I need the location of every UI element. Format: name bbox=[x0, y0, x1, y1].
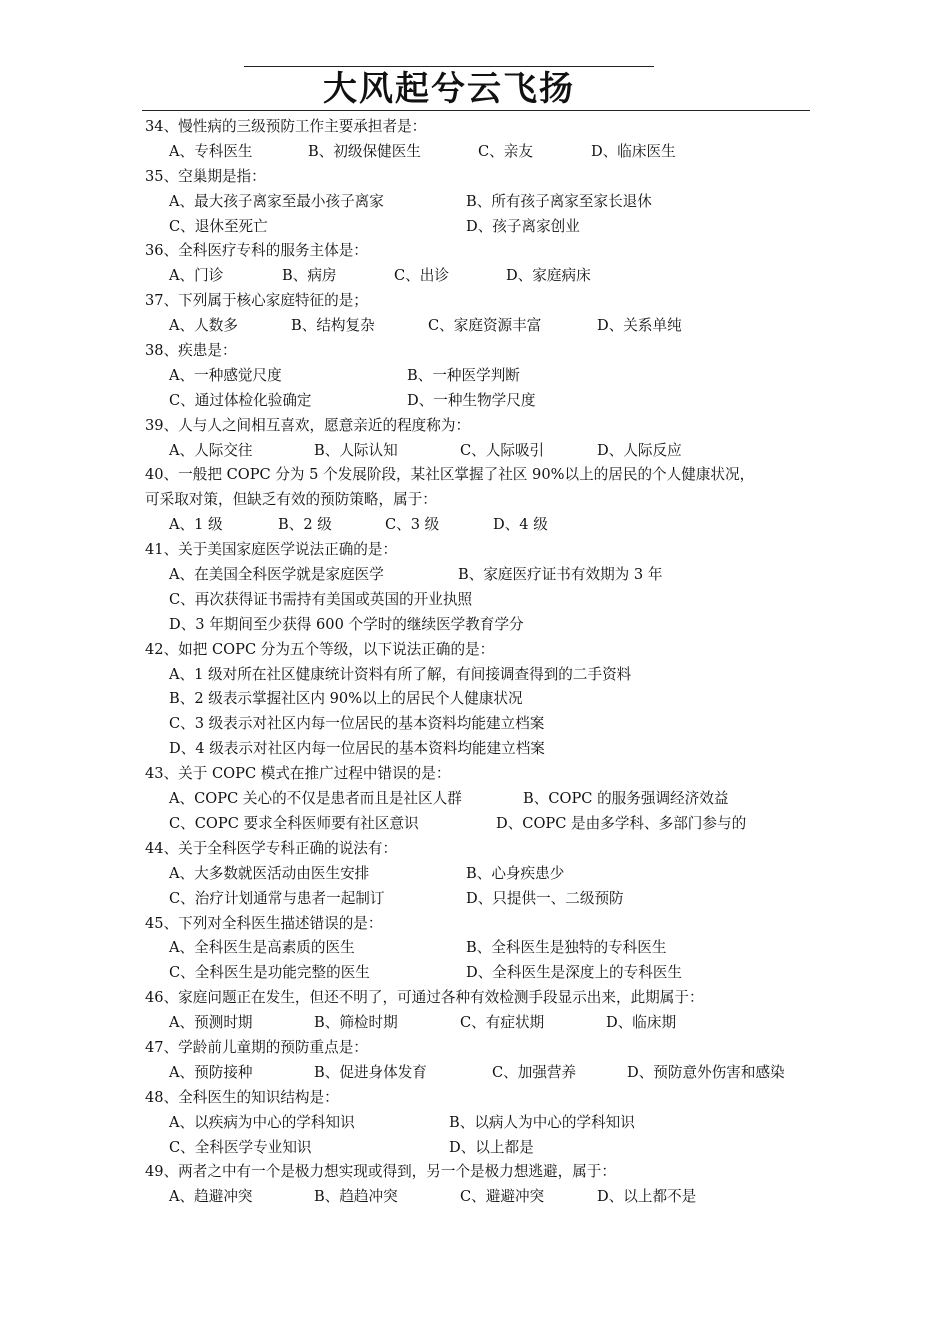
question-37-stem: 37、下列属于核心家庭特征的是； bbox=[145, 292, 368, 310]
question-45-option-c: C、全科医生是功能完整的医生 bbox=[169, 964, 370, 982]
question-48-stem: 48、全科医生的知识结构是： bbox=[145, 1088, 339, 1106]
header-bottom-rule bbox=[142, 110, 810, 111]
question-35-options-row bbox=[145, 215, 813, 240]
question-41-option-a: A、在美国全科医学就是家庭医学 bbox=[169, 566, 384, 584]
question-34-option-a: A、专科医生 bbox=[169, 142, 253, 160]
question-39-option-a: A、人际交往 bbox=[169, 441, 253, 459]
question-38-stem: 38、疾患是： bbox=[145, 342, 237, 360]
question-36-option-d: D、家庭病床 bbox=[506, 267, 591, 285]
question-42-options-row bbox=[145, 687, 813, 712]
question-43-stem: 43、关于 COPC 模式在推广过程中错误的是： bbox=[145, 765, 451, 783]
question-44-option-c: C、治疗计划通常与患者一起制订 bbox=[169, 889, 385, 907]
question-46-option-c: C、有症状期 bbox=[460, 1014, 545, 1032]
question-40-option-a: A、1 级 bbox=[169, 516, 223, 534]
question-36-option-b: B、病房 bbox=[282, 267, 337, 285]
question-41-options-row bbox=[145, 613, 813, 638]
question-42-options-row bbox=[145, 737, 813, 762]
question-39-option-b: B、人际认知 bbox=[314, 441, 398, 459]
question-37-options-row bbox=[145, 314, 813, 339]
question-43-options-row bbox=[145, 787, 813, 812]
question-37-option-d: D、关系单纯 bbox=[597, 317, 682, 335]
question-43-options-row bbox=[145, 812, 813, 837]
question-40-stem: 40、一般把 COPC 分为 5 个发展阶段，某社区掌握了社区 90%以上的居民的个人健康状况， bbox=[145, 466, 755, 484]
question-39-options-row bbox=[145, 439, 813, 464]
question-38-options-row bbox=[145, 364, 813, 389]
question-44-option-a: A、大多数就医活动由医生安排 bbox=[169, 864, 370, 882]
question-38-option-c: C、通过体检化验确定 bbox=[169, 391, 312, 409]
question-35-options-row bbox=[145, 190, 813, 215]
question-34-option-b: B、初级保健医生 bbox=[308, 142, 421, 160]
question-45-option-b: B、全科医生是独特的专科医生 bbox=[466, 939, 667, 957]
question-48-option-a: A、以疾病为中心的学科知识 bbox=[169, 1113, 355, 1131]
question-43-option-b: B、COPC 的服务强调经济效益 bbox=[523, 790, 729, 808]
question-44-options-row bbox=[145, 887, 813, 912]
question-42-stem: 42、如把 COPC 分为五个等级，以下说法正确的是： bbox=[145, 640, 495, 658]
question-40-option-c: C、3 级 bbox=[385, 516, 440, 534]
question-37-option-b: B、结构复杂 bbox=[291, 317, 375, 335]
question-39-stem: 39、人与人之间相互喜欢，愿意亲近的程度称为： bbox=[145, 416, 471, 434]
question-35-option-d: D、孩子离家创业 bbox=[466, 217, 580, 235]
question-35-option-b: B、所有孩子离家至家长退休 bbox=[466, 192, 652, 210]
question-45-options-row bbox=[145, 961, 813, 986]
question-40-stem: 可采取对策，但缺乏有效的预防策略，属于： bbox=[145, 491, 437, 509]
question-38-options-row bbox=[145, 389, 813, 414]
question-41-options-row bbox=[145, 563, 813, 588]
question-41-stem: 41、关于美国家庭医学说法正确的是： bbox=[145, 541, 398, 559]
question-49-options-row bbox=[145, 1185, 813, 1210]
question-45-option-a: A、全科医生是高素质的医生 bbox=[169, 939, 355, 957]
question-49-option-b: B、趋趋冲突 bbox=[314, 1188, 398, 1206]
question-39-option-c: C、人际吸引 bbox=[460, 441, 545, 459]
question-42-options-row bbox=[145, 712, 813, 737]
header-title: 大风起兮云飞扬 bbox=[323, 69, 575, 109]
question-list bbox=[145, 115, 813, 1210]
question-34-options-row bbox=[145, 140, 813, 165]
question-34-stem: 34、慢性病的三级预防工作主要承担者是： bbox=[145, 118, 427, 135]
question-44-option-d: D、只提供一、二级预防 bbox=[466, 889, 624, 907]
question-47-options-row bbox=[145, 1061, 813, 1086]
question-35-option-a: A、最大孩子离家至最小孩子离家 bbox=[169, 192, 384, 210]
question-48-option-b: B、以病人为中心的学科知识 bbox=[449, 1113, 635, 1131]
question-42-option-c: C、3 级表示对社区内每一位居民的基本资料均能建立档案 bbox=[169, 715, 545, 733]
question-46-options-row bbox=[145, 1011, 813, 1036]
question-41-option-b: B、家庭医疗证书有效期为 3 年 bbox=[458, 566, 663, 584]
question-35-option-c: C、退休至死亡 bbox=[169, 217, 268, 235]
question-49-stem: 49、两者之中有一个是极力想实现或得到，另一个是极力想逃避，属于： bbox=[145, 1163, 616, 1181]
question-46-option-b: B、筛检时期 bbox=[314, 1014, 398, 1032]
question-41-option-d: D、3 年期间至少获得 600 个学时的继续医学教育学分 bbox=[169, 615, 524, 633]
question-35-stem: 35、空巢期是指： bbox=[145, 167, 266, 185]
question-42-options-row bbox=[145, 663, 813, 688]
question-45-option-d: D、全科医生是深度上的专科医生 bbox=[466, 964, 683, 982]
question-43-option-a: A、COPC 关心的不仅是患者而且是社区人群 bbox=[169, 790, 462, 808]
question-42-option-a: A、1 级对所在社区健康统计资料有所了解，有间接调查得到的二手资料 bbox=[169, 665, 632, 683]
question-42-option-b: B、2 级表示掌握社区内 90%以上的居民个人健康状况 bbox=[169, 690, 523, 708]
question-49-option-a: A、趋避冲突 bbox=[169, 1188, 253, 1206]
question-34-option-d: D、临床医生 bbox=[591, 142, 676, 160]
question-47-option-d: D、预防意外伤害和感染 bbox=[627, 1063, 785, 1081]
question-38-option-a: A、一种感觉尺度 bbox=[169, 366, 282, 384]
question-45-stem: 45、下列对全科医生描述错误的是： bbox=[145, 914, 383, 932]
question-38-option-b: B、一种医学判断 bbox=[407, 366, 520, 384]
question-46-option-a: A、预测时期 bbox=[169, 1014, 253, 1032]
question-49-option-d: D、以上都不是 bbox=[597, 1188, 697, 1206]
question-48-option-d: D、以上都是 bbox=[449, 1138, 534, 1156]
question-48-options-row bbox=[145, 1136, 813, 1161]
question-44-option-b: B、心身疾患少 bbox=[466, 864, 565, 882]
question-44-stem: 44、关于全科医学专科正确的说法有： bbox=[145, 839, 398, 857]
question-48-options-row bbox=[145, 1111, 813, 1136]
question-36-option-c: C、出诊 bbox=[394, 267, 449, 285]
question-41-option-c: C、再次获得证书需持有美国或英国的开业执照 bbox=[169, 590, 473, 608]
question-49-option-c: C、避避冲突 bbox=[460, 1188, 545, 1206]
question-40-options-row bbox=[145, 513, 813, 538]
question-43-option-d: D、COPC 是由多学科、多部门参与的 bbox=[496, 814, 747, 832]
header-top-rule bbox=[244, 66, 654, 67]
question-47-option-b: B、促进身体发育 bbox=[314, 1063, 427, 1081]
question-48-option-c: C、全科医学专业知识 bbox=[169, 1138, 312, 1156]
question-43-option-c: C、COPC 要求全科医师要有社区意识 bbox=[169, 814, 419, 832]
question-37-option-c: C、家庭资源丰富 bbox=[428, 317, 542, 335]
question-37-option-a: A、人数多 bbox=[169, 317, 238, 335]
question-34-option-c: C、亲友 bbox=[478, 142, 533, 160]
question-44-options-row bbox=[145, 862, 813, 887]
question-36-option-a: A、门诊 bbox=[169, 267, 224, 285]
question-45-options-row bbox=[145, 936, 813, 961]
question-41-options-row bbox=[145, 588, 813, 613]
question-46-option-d: D、临床期 bbox=[606, 1014, 677, 1032]
question-40-option-d: D、4 级 bbox=[493, 516, 548, 534]
question-36-options-row bbox=[145, 264, 813, 289]
question-47-option-a: A、预防接种 bbox=[169, 1063, 253, 1081]
question-40-option-b: B、2 级 bbox=[278, 516, 332, 534]
question-46-stem: 46、家庭问题正在发生，但还不明了，可通过各种有效检测手段显示出来，此期属于： bbox=[145, 989, 704, 1007]
question-47-option-c: C、加强营养 bbox=[492, 1063, 577, 1081]
question-39-option-d: D、人际反应 bbox=[597, 441, 682, 459]
question-42-option-d: D、4 级表示对社区内每一位居民的基本资料均能建立档案 bbox=[169, 740, 545, 758]
question-36-stem: 36、全科医疗专科的服务主体是： bbox=[145, 242, 368, 260]
question-38-option-d: D、一种生物学尺度 bbox=[407, 391, 536, 409]
question-47-stem: 47、学龄前儿童期的预防重点是： bbox=[145, 1038, 368, 1056]
